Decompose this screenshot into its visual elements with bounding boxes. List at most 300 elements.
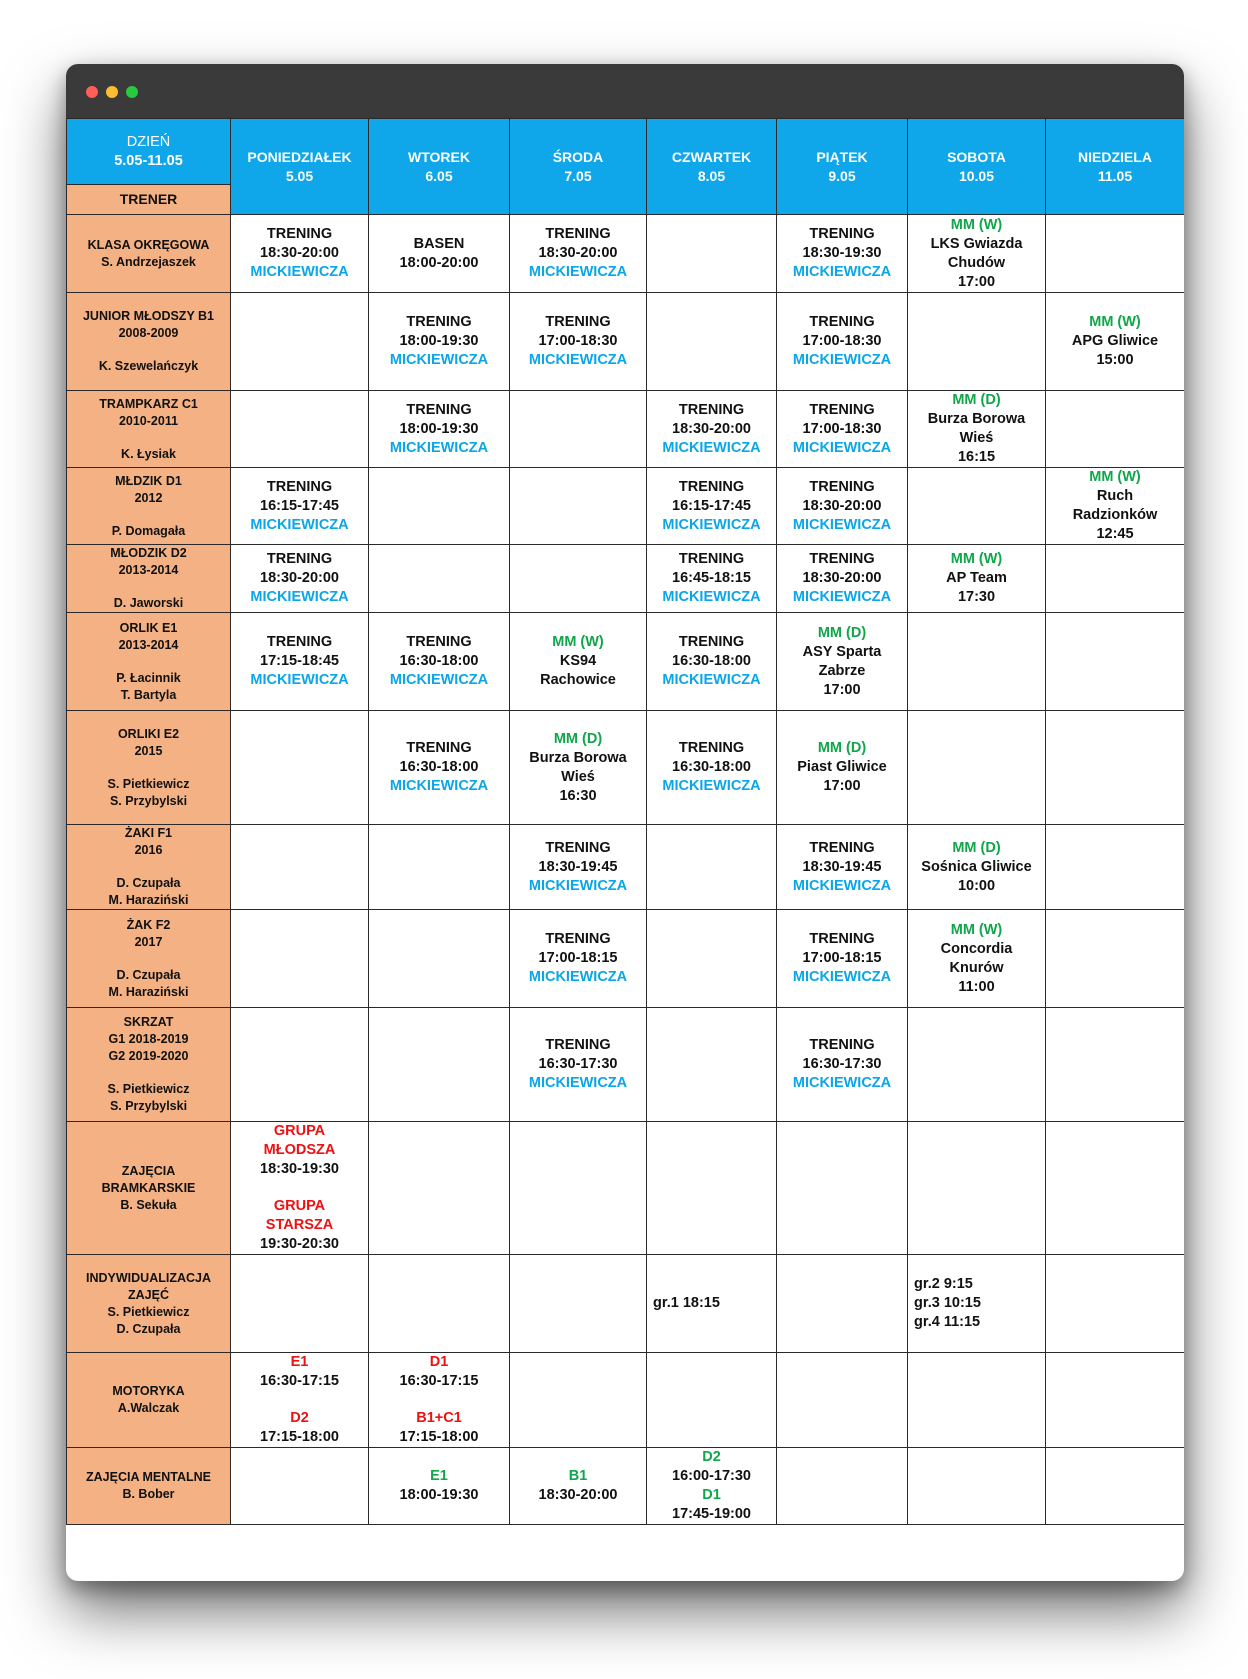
team-line: 2010-2011 — [118, 413, 179, 428]
team-line — [69, 579, 228, 595]
venue-label: MICKIEWICZA — [662, 439, 761, 456]
team-line: P. Domagała — [111, 523, 186, 538]
venue-label: MICKIEWICZA — [792, 516, 892, 533]
close-window-button[interactable] — [86, 86, 98, 98]
cell-text: gr.1 18:15 — [653, 1295, 720, 1311]
group-label: D2 — [290, 1410, 309, 1426]
team-line: D. Czupała — [116, 876, 181, 890]
cell-text: Rachowice — [540, 672, 616, 688]
day-name: PONIEDZIAŁEK — [247, 148, 352, 165]
schedule-cell — [369, 215, 510, 293]
cell-text: TRENING — [406, 740, 472, 756]
team-cell — [67, 391, 231, 468]
team-line: G1 2018-2019 — [108, 1032, 189, 1046]
venue-label: MICKIEWICZA — [662, 672, 761, 688]
venue-label: MICKIEWICZA — [528, 877, 628, 894]
venue-label: MICKIEWICZA — [250, 264, 349, 280]
cell-text: 17:00-18:15 — [538, 950, 618, 966]
cell-text: 10:00 — [957, 877, 996, 894]
date-range: 5.05-11.05 — [114, 152, 183, 169]
schedule-row — [67, 545, 1185, 613]
cell-text: 18:00-20:00 — [399, 254, 479, 271]
cell-text: Zabrze — [818, 662, 866, 679]
header-day-4 — [777, 119, 908, 215]
day-date: 8.05 — [697, 167, 726, 184]
schedule-cell — [510, 1353, 647, 1448]
cell-text: Chudów — [947, 254, 1006, 271]
schedule-cell — [369, 1448, 510, 1525]
cell-text: 16:15-17:45 — [672, 497, 751, 514]
cell-text: 18:30-20:00 — [802, 497, 882, 514]
schedule-cell — [231, 293, 369, 391]
schedule-cell — [1046, 1122, 1185, 1255]
minimize-window-button[interactable] — [106, 86, 118, 98]
schedule-cell — [1046, 293, 1185, 391]
venue-label: MICKIEWICZA — [792, 969, 892, 985]
schedule-cell — [908, 468, 1046, 545]
header-day-0 — [231, 119, 369, 215]
team-line — [69, 507, 228, 523]
cell-text: 17:15-18:00 — [260, 1429, 339, 1445]
team-line: S. Pietkiewicz — [107, 1304, 190, 1319]
day-name: SOBOTA — [947, 148, 1006, 165]
team-line — [69, 654, 228, 670]
cell-text: TRENING — [545, 931, 611, 947]
schedule-row — [67, 1353, 1185, 1448]
schedule-cell — [777, 468, 908, 545]
schedule-cell — [777, 215, 908, 293]
team-line: 2015 — [134, 743, 163, 758]
team-cell — [67, 468, 231, 545]
schedule-cell — [231, 711, 369, 825]
cell-text — [233, 1179, 366, 1197]
schedule-cell — [908, 711, 1046, 825]
team-line — [69, 951, 228, 967]
schedule-cell — [369, 825, 510, 910]
cell-text: 18:30-20:00 — [672, 420, 751, 437]
day-range-header — [67, 119, 231, 185]
team-cell — [67, 1448, 231, 1525]
team-line: JUNIOR MŁODSZY B1 — [82, 309, 215, 323]
schedule-cell — [777, 613, 908, 711]
cell-text: gr.3 10:15 — [914, 1295, 981, 1311]
schedule-row — [67, 711, 1185, 825]
schedule-cell — [647, 1255, 777, 1353]
schedule-cell — [1046, 545, 1185, 613]
schedule-cell — [1046, 613, 1185, 711]
schedule-cell — [1046, 215, 1185, 293]
title-bar — [66, 64, 1184, 118]
cell-text: 17:00-18:15 — [802, 950, 882, 966]
match-label: MM (W) — [1089, 314, 1141, 330]
cell-text: TRENING — [406, 634, 472, 650]
schedule-cell — [510, 613, 647, 711]
schedule-cell — [647, 613, 777, 711]
schedule-row — [67, 391, 1185, 468]
cell-text: gr.2 9:15 — [914, 1276, 973, 1292]
cell-text: 17:00-18:30 — [538, 333, 618, 349]
team-line — [69, 342, 228, 358]
cell-text: TRENING — [809, 839, 875, 856]
schedule-cell — [647, 1122, 777, 1255]
team-line: B. Bober — [122, 1487, 175, 1501]
app-window — [66, 64, 1184, 1581]
cell-text: 16:45-18:15 — [672, 570, 751, 586]
schedule-cell — [908, 1353, 1046, 1448]
cell-text: 18:30-20:00 — [260, 570, 339, 586]
cell-text: TRENING — [678, 634, 745, 650]
cell-text: 16:15-17:45 — [260, 497, 339, 514]
team-cell — [67, 1353, 231, 1448]
match-label: MM (D) — [817, 740, 867, 756]
cell-text: 18:30-19:30 — [802, 245, 882, 261]
team-line: K. Łysiak — [121, 446, 176, 461]
cell-text: 16:00-17:30 — [672, 1468, 751, 1484]
team-line: ORLIK E1 — [119, 620, 178, 635]
schedule-cell — [231, 468, 369, 545]
cell-text: 18:30-20:00 — [538, 1487, 618, 1503]
cell-text: TRENING — [266, 478, 333, 495]
schedule-cell — [1046, 910, 1185, 1008]
cell-text: TRENING — [406, 314, 472, 330]
venue-label: MICKIEWICZA — [389, 778, 489, 794]
team-line: K. Szewelańczyk — [98, 359, 199, 373]
day-date: 7.05 — [564, 167, 592, 184]
schedule-cell — [647, 910, 777, 1008]
cell-text: KS94 — [559, 653, 597, 669]
team-line: A.Walczak — [117, 1401, 180, 1415]
group-label: B1+C1 — [416, 1410, 462, 1426]
cell-text: 17:15-18:45 — [260, 653, 339, 669]
cell-text — [371, 1391, 507, 1409]
schedule-cell — [647, 391, 777, 468]
schedule-cell — [510, 468, 647, 545]
cell-text: 18:00-19:30 — [399, 420, 479, 437]
cell-text: 19:30-20:30 — [260, 1236, 339, 1252]
team-line: 2008-2009 — [118, 326, 179, 340]
cell-text: TRENING — [809, 1037, 875, 1053]
cell-text: 16:30-17:30 — [538, 1056, 618, 1072]
venue-label: MICKIEWICZA — [792, 264, 892, 280]
schedule-cell — [1046, 711, 1185, 825]
team-line: TRAMPKARZ C1 — [99, 396, 198, 411]
schedule-cell — [231, 1122, 369, 1255]
venue-label: MICKIEWICZA — [792, 589, 892, 605]
schedule-cell — [510, 545, 647, 613]
cell-text: TRENING — [678, 401, 745, 418]
trainer-header: TRENER — [67, 185, 231, 215]
day-name: NIEDZIELA — [1078, 148, 1152, 165]
schedule-cell — [369, 1353, 510, 1448]
venue-label: MICKIEWICZA — [389, 352, 489, 368]
schedule-cell — [369, 1122, 510, 1255]
schedule-cell — [777, 1122, 908, 1255]
cell-text: TRENING — [809, 551, 875, 567]
team-line — [69, 430, 228, 446]
team-line: S. Pietkiewicz — [107, 1082, 190, 1096]
match-label: B1 — [568, 1468, 588, 1484]
cell-text: 17:30 — [957, 589, 996, 605]
team-line: 2017 — [134, 934, 163, 949]
team-line: S. Pietkiewicz — [107, 776, 190, 791]
schedule-cell — [1046, 468, 1185, 545]
team-line: ORLIKI E2 — [117, 726, 180, 741]
team-cell — [67, 825, 231, 910]
schedule-cell — [777, 1448, 908, 1525]
cell-text: ASY Sparta — [802, 643, 882, 660]
venue-label: MICKIEWICZA — [250, 589, 349, 605]
day-name: PIĄTEK — [816, 148, 868, 165]
schedule-cell — [908, 391, 1046, 468]
schedule-row — [67, 1448, 1185, 1525]
cell-text: 16:30-18:00 — [672, 653, 751, 669]
cell-text: 18:30-19:45 — [538, 858, 618, 875]
schedule-cell — [777, 910, 908, 1008]
cell-text: 17:00 — [823, 778, 861, 794]
schedule-cell — [369, 293, 510, 391]
team-line: ZAJĘĆ — [128, 1287, 169, 1302]
schedule-cell — [510, 1448, 647, 1525]
team-line: 2012 — [134, 490, 163, 505]
schedule-cell — [908, 293, 1046, 391]
team-line: B. Sekuła — [120, 1197, 177, 1212]
cell-text: TRENING — [809, 226, 875, 242]
team-line: S. Przybylski — [109, 793, 188, 808]
schedule-cell — [510, 391, 647, 468]
schedule-cell — [231, 1353, 369, 1448]
team-cell — [67, 545, 231, 613]
team-line: T. Bartyla — [120, 687, 177, 702]
schedule-cell — [510, 215, 647, 293]
schedule-cell — [231, 613, 369, 711]
schedule-cell — [647, 468, 777, 545]
cell-text: Wieś — [561, 768, 595, 785]
match-label: MM (W) — [950, 216, 1003, 233]
schedule-cell — [1046, 825, 1185, 910]
day-date: 6.05 — [425, 167, 453, 184]
cell-text: TRENING — [678, 740, 745, 756]
cell-text: 17:15-18:00 — [399, 1429, 479, 1445]
match-label: MM (W) — [552, 634, 604, 650]
venue-label: MICKIEWICZA — [528, 264, 628, 280]
team-line: 2013-2014 — [118, 637, 179, 652]
cell-text: 12:45 — [1096, 526, 1134, 542]
team-cell — [67, 1008, 231, 1122]
venue-label: MICKIEWICZA — [528, 352, 628, 368]
cell-text: 16:30-17:15 — [399, 1373, 479, 1389]
cell-text: Piast Gliwice — [797, 759, 887, 775]
cell-text: TRENING — [266, 634, 333, 650]
team-line: D. Czupała — [116, 967, 181, 982]
schedule-row — [67, 1122, 1185, 1255]
team-line: D. Czupała — [116, 1321, 181, 1336]
schedule-cell — [231, 545, 369, 613]
schedule-cell — [647, 711, 777, 825]
team-cell — [67, 1255, 231, 1353]
cell-text: 18:00-19:30 — [399, 1487, 479, 1503]
schedule-cell — [908, 825, 1046, 910]
cell-text: BASEN — [413, 235, 465, 252]
header-day-5 — [908, 119, 1046, 215]
team-line: KLASA OKRĘGOWA — [87, 237, 210, 252]
group-label: STARSZA — [265, 1217, 334, 1233]
cell-text: 15:00 — [1096, 352, 1134, 368]
team-line: INDYWIDUALIZACJA — [86, 1270, 211, 1285]
schedule-cell — [908, 215, 1046, 293]
cell-text: TRENING — [809, 314, 875, 330]
cell-text: 16:30-18:00 — [672, 759, 751, 775]
team-line: S. Andrzejaszek — [101, 254, 196, 269]
schedule-cell — [231, 1255, 369, 1353]
schedule-cell — [908, 613, 1046, 711]
match-label: MM (D) — [553, 730, 603, 747]
schedule-row — [67, 293, 1185, 391]
cell-text — [233, 1391, 366, 1409]
cell-text: TRENING — [678, 478, 745, 495]
team-line: 2013-2014 — [118, 563, 179, 577]
schedule-cell — [1046, 1448, 1185, 1525]
schedule-cell — [510, 910, 647, 1008]
cell-text: TRENING — [545, 314, 611, 330]
venue-label: MICKIEWICZA — [528, 969, 628, 985]
schedule-cell — [369, 613, 510, 711]
cell-text: 16:30-17:15 — [260, 1373, 339, 1389]
team-line: BRAMKARSKIE — [101, 1180, 196, 1195]
schedule-cell — [647, 1008, 777, 1122]
schedule-cell — [369, 1008, 510, 1122]
cell-text: 16:30-18:00 — [399, 759, 479, 775]
team-line: S. Przybylski — [109, 1099, 188, 1113]
cell-text: Burza Borowa — [529, 749, 627, 766]
schedule-cell — [510, 1008, 647, 1122]
team-line: M. Haraziński — [108, 984, 189, 999]
team-line — [69, 1065, 228, 1081]
cell-text: TRENING — [266, 551, 333, 567]
schedule-cell — [231, 1448, 369, 1525]
match-label: MM (W) — [950, 551, 1003, 567]
schedule-cell — [510, 293, 647, 391]
match-label: MM (D) — [817, 624, 867, 641]
group-label: GRUPA — [273, 1123, 326, 1139]
maximize-window-button[interactable] — [126, 86, 138, 98]
cell-text: TRENING — [809, 931, 875, 947]
day-date: 11.05 — [1097, 167, 1133, 184]
schedule-cell — [1046, 1008, 1185, 1122]
schedule-row — [67, 1255, 1185, 1353]
schedule-cell — [777, 1255, 908, 1353]
cell-text: TRENING — [545, 839, 611, 856]
venue-label: MICKIEWICZA — [250, 516, 349, 533]
schedule-cell — [647, 293, 777, 391]
schedule-cell — [777, 1353, 908, 1448]
schedule-cell — [777, 711, 908, 825]
cell-text: 17:45-19:00 — [672, 1506, 751, 1522]
schedule-row — [67, 910, 1185, 1008]
schedule-cell — [369, 711, 510, 825]
venue-label: MICKIEWICZA — [662, 516, 761, 533]
schedule-cell — [777, 545, 908, 613]
schedule-cell — [647, 1353, 777, 1448]
schedule-cell — [1046, 1353, 1185, 1448]
match-label: D1 — [702, 1487, 721, 1503]
match-label: MM (D) — [952, 839, 1001, 856]
team-line — [69, 859, 228, 875]
cell-text: 16:30-18:00 — [399, 653, 479, 669]
team-line: M. Haraziński — [108, 893, 189, 907]
venue-label: MICKIEWICZA — [792, 439, 892, 456]
group-label: D1 — [429, 1354, 449, 1370]
cell-text: Knurów — [949, 959, 1004, 976]
group-label: E1 — [290, 1354, 309, 1370]
day-name: WTOREK — [408, 148, 470, 165]
venue-label: MICKIEWICZA — [662, 778, 761, 794]
cell-text: AP Team — [946, 570, 1007, 586]
cell-text: TRENING — [809, 478, 875, 495]
cell-text: 16:30 — [559, 787, 597, 804]
schedule-cell — [231, 1008, 369, 1122]
schedule-cell — [647, 825, 777, 910]
cell-text: LKS Gwiazda — [930, 235, 1023, 252]
schedule-cell — [647, 215, 777, 293]
cell-text: 11:00 — [958, 978, 995, 995]
schedule-cell — [1046, 1255, 1185, 1353]
schedule-cell — [369, 545, 510, 613]
cell-text: Radzionków — [1072, 507, 1158, 523]
team-line: SKRZAT — [123, 1015, 174, 1029]
cell-text: 18:00-19:30 — [399, 333, 479, 349]
schedule-cell — [231, 910, 369, 1008]
team-cell — [67, 293, 231, 391]
schedule-body — [67, 215, 1185, 1525]
schedule-cell — [510, 711, 647, 825]
cell-text: TRENING — [406, 401, 472, 418]
schedule-row — [67, 215, 1185, 293]
venue-label: MICKIEWICZA — [792, 1075, 892, 1091]
cell-text: 17:00-18:30 — [802, 333, 882, 349]
venue-label: MICKIEWICZA — [389, 672, 489, 688]
schedule-cell — [510, 825, 647, 910]
cell-text: 18:30-20:00 — [260, 245, 339, 261]
day-date: 9.05 — [828, 167, 856, 184]
schedule-cell — [1046, 391, 1185, 468]
team-line: G2 2019-2020 — [108, 1049, 189, 1063]
cell-text: TRENING — [678, 551, 745, 567]
cell-text: gr.4 11:15 — [914, 1314, 981, 1330]
venue-label: MICKIEWICZA — [792, 352, 892, 368]
header-day-3 — [647, 119, 777, 215]
cell-text: 18:30-19:45 — [802, 858, 882, 875]
group-label: MŁODSZA — [263, 1142, 336, 1158]
schedule-row — [67, 613, 1185, 711]
venue-label: MICKIEWICZA — [389, 439, 489, 456]
schedule-cell — [369, 910, 510, 1008]
team-line — [69, 760, 228, 776]
schedule-cell — [369, 1255, 510, 1353]
cell-text: 16:15 — [957, 449, 996, 465]
team-cell — [67, 613, 231, 711]
schedule-cell — [777, 1008, 908, 1122]
day-date: 5.05 — [285, 167, 314, 184]
schedule-cell — [369, 391, 510, 468]
cell-text: 17:00-18:30 — [802, 420, 882, 437]
day-label: DZIEŃ — [126, 133, 171, 150]
day-date: 10.05 — [958, 167, 995, 184]
day-name: ŚRODA — [552, 148, 604, 165]
cell-text: TRENING — [809, 401, 875, 418]
team-line: MOTORYKA — [112, 1384, 185, 1398]
schedule-cell — [908, 1255, 1046, 1353]
cell-text: TRENING — [545, 226, 611, 242]
